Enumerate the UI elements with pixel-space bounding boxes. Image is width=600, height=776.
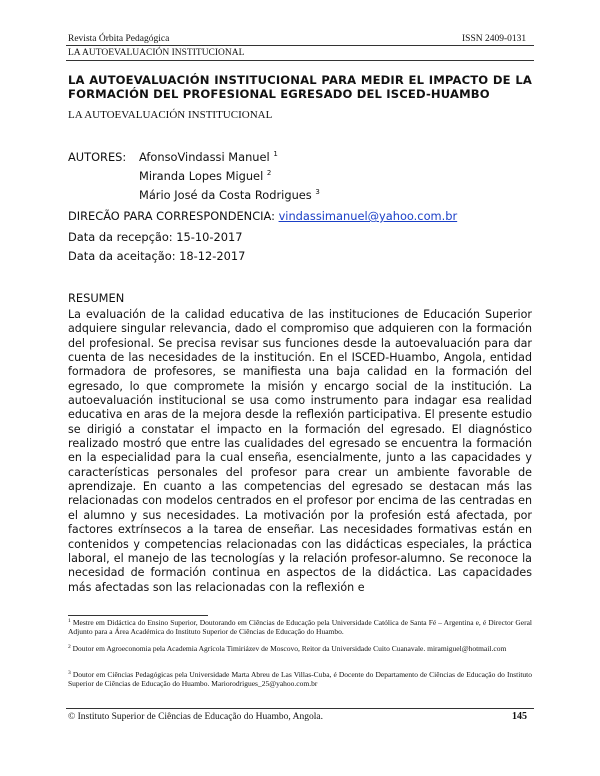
footnote-text: Mestre em Didáctica do Ensino Superior, Doutorando em Ciências de Educação pela Universidade Católica de Santa Fé – Argentina e, é Director Geral Adjunto para a Área Académica do Instituto Superior de Ciências de Educação do Huambo. — [68, 618, 533, 637]
issn-label: ISSN 2409-0131 — [462, 34, 527, 44]
author-name: AfonsoVindassi Manuel — [139, 150, 270, 164]
footnote-mark: 1 — [68, 618, 71, 624]
authors-label: AUTORES: — [68, 150, 127, 164]
footer-rule — [66, 708, 534, 709]
footnote-text: Doutor em Agroeconomia pela Academia Agrícola Timiriázev de Moscovo, Reitor da Universidade Cuito Cuanavale. miramiguel@hotmail.com — [72, 644, 507, 653]
correspondence-email-link[interactable]: vindassimanuel@yahoo.com.br — [278, 209, 458, 223]
article-subtitle: LA AUTOEVALUACIÓN INSTITUCIONAL — [68, 109, 273, 121]
author-1 — [139, 150, 278, 165]
footer-copyright: © Instituto Superior de Ciências de Educação do Huambo, Angola. — [68, 712, 323, 722]
footnote-3 — [68, 670, 532, 689]
author-name: Miranda Lopes Miguel — [139, 169, 264, 183]
footnote-1 — [68, 618, 532, 637]
footnote-rule — [68, 615, 208, 616]
author-3 — [139, 188, 320, 203]
author-name: Mário José da Costa Rodrigues — [139, 188, 312, 202]
article-title: LA AUTOEVALUACIÓN INSTITUCIONAL PARA MEDIR EL IMPACTO DE LA FORMACIÓN DEL PROFESIONAL EGRESADO DEL ISCED-HUAMBO — [68, 73, 532, 101]
journal-name: Revista Órbita Pedagógica — [68, 34, 170, 44]
received-date: Data da recepção: 15-10-2017 — [68, 230, 243, 244]
author-2 — [139, 169, 271, 184]
header-rule-bottom — [66, 60, 534, 61]
footnote-mark: 2 — [68, 644, 71, 650]
footnote-2 — [68, 644, 532, 653]
correspondence-label: DIRECÃO PARA CORRESPONDENCIA: — [68, 209, 275, 223]
accepted-date: Data da aceitação: 18-12-2017 — [68, 249, 246, 263]
abstract-heading: RESUMEN — [68, 291, 125, 305]
author-mark: 2 — [266, 169, 272, 177]
page-number: 145 — [512, 711, 527, 722]
correspondence-line — [68, 209, 457, 224]
footnote-text: Doutor em Ciências Pedagógicas pela Universidade Marta Abreu de Las Villas-Cuba, é Docente do Departamento de Ciências de Educação do Instituto Superior de Ciências de Educação do Huambo. Mariorodrigues_25@yahoo.com.br — [68, 670, 533, 689]
running-title: LA AUTOEVALUACIÓN INSTITUCIONAL — [68, 48, 245, 58]
footnote-mark: 3 — [68, 670, 71, 676]
header-rule-top — [66, 45, 534, 46]
abstract-text: La evaluación de la calidad educativa de las instituciones de Educación Superior adquiere singular relevancia, dado el compromiso que adquieren con la formación del profesional. Se precisa revisar sus funciones desde la autoevaluación para dar cuenta de las necesidades de la institución. En el ISCED-Huambo, Angola, entidad formadora de profesores, se manifiesta una baja calidad en la formación del egresado, lo que compromete la misión y encargo social de la institución. La autoevaluación institucional se usa como instrumento para indagar esa realidad educativa en aras de la mejora desde la reflexión participativa. El presente estudio se dirigió a constatar el impacto en la formación del egresado. El diagnóstico realizado mostró que entre las cualidades del egresado se encuentra la formación en la especialidad para la cual enseña, esencialmente, junto a las capacidades y características personales del profesor para crear un ambiente favorable de aprendizaje. En cuanto a las competencias del egresado se destacan más las relacionadas con modelos centrados en el profesor por encima de las centradas en el alumno y sus necesidades. La motivación por la profesión está afectada, por factores extrínsecos a la tarea de enseñar. Las necesidades formativas están en contenidos y competencias relacionadas con las didácticas especiales, la práctica laboral, el manejo de las tecnologías y la relación profesor-alumno. Se reconoce la necesidad de formación continua en aspectos de la didáctica. Las capacidades más afectadas son las relacionadas con la reflexión e — [68, 308, 532, 594]
author-mark: 1 — [273, 150, 278, 158]
author-mark: 3 — [315, 188, 320, 196]
